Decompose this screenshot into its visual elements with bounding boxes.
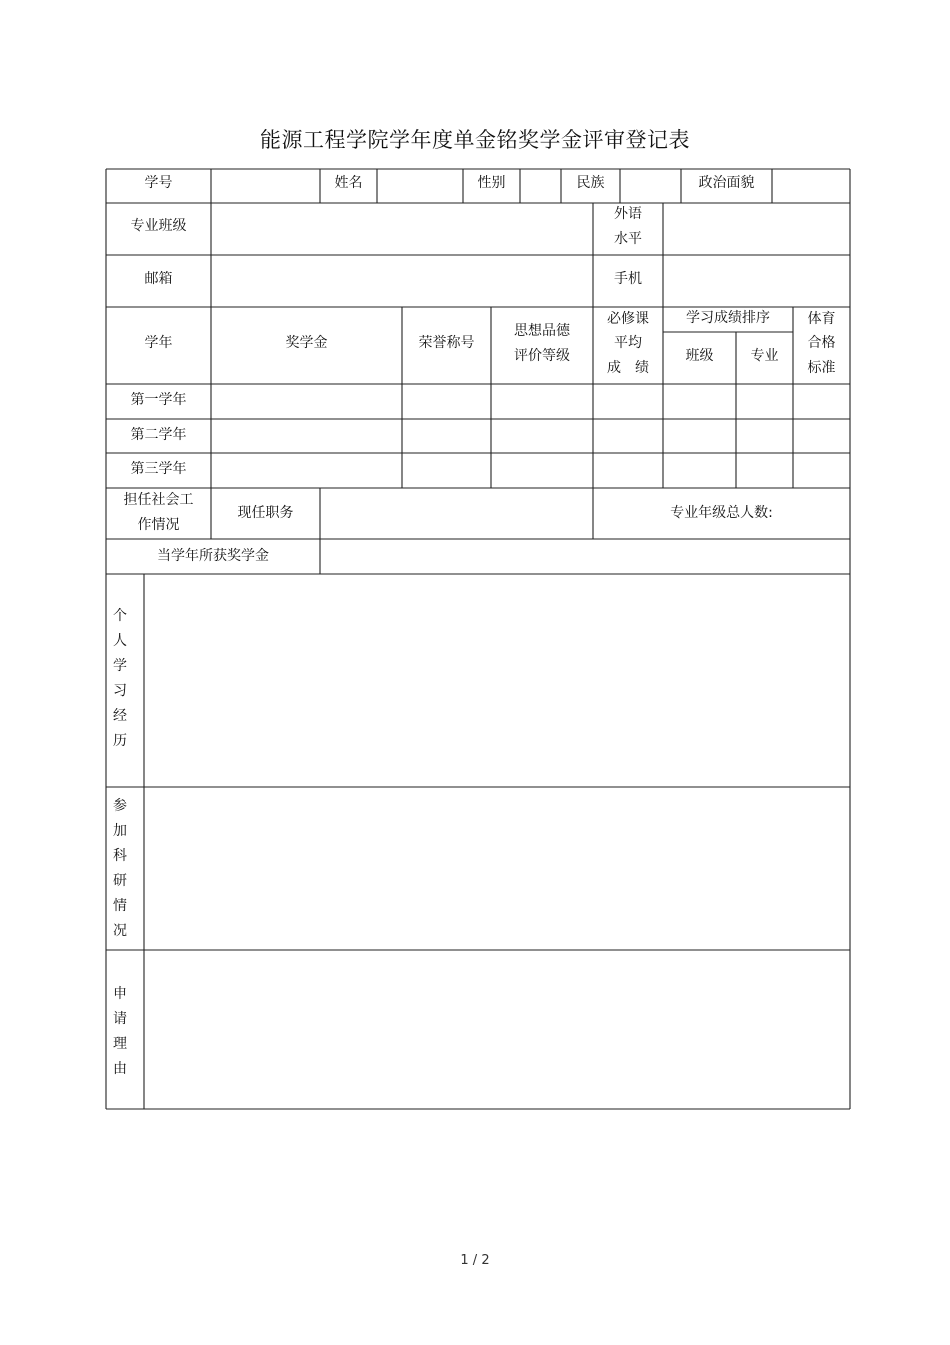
year-row-label: 第二学年 [130, 427, 187, 443]
form-title: 能源工程学院学年度单金铭奖学金评审登记表 [260, 128, 690, 152]
current-position-field[interactable] [320, 490, 593, 537]
year-header: 学年 [144, 335, 173, 351]
major-total-count-label: 专业年级总人数: [670, 505, 773, 521]
student-id-label: 学号 [144, 175, 173, 191]
social-work-label-line1: 担任社会工 [123, 492, 194, 508]
study-experience-label: 个 人 学 习 经 历 [113, 608, 127, 749]
pe-standard-header-line2: 合格 [807, 335, 836, 351]
ethnicity-field[interactable] [620, 171, 681, 201]
political-status-label: 政治面貌 [698, 175, 755, 191]
required-course-header-line2: 平均 [614, 335, 642, 351]
email-label: 邮箱 [144, 271, 173, 287]
honor-title-header: 荣誉称号 [418, 335, 475, 351]
phone-label: 手机 [614, 271, 642, 287]
student-id-field[interactable] [211, 171, 320, 201]
application-reason-field[interactable] [145, 951, 849, 1108]
moral-evaluation-header-line2: 评价等级 [514, 348, 570, 364]
name-field[interactable] [377, 171, 463, 201]
pe-standard-header-line1: 体育 [807, 311, 836, 327]
current-scholarship-field[interactable] [320, 541, 850, 572]
class-rank-header: 班级 [685, 348, 714, 364]
application-reason-label: 申 请 理 由 [113, 986, 127, 1077]
required-course-header-line3: 成 绩 [607, 360, 649, 376]
phone-field[interactable] [663, 257, 850, 305]
major-class-field[interactable] [211, 205, 593, 253]
year-row-label: 第三学年 [130, 461, 187, 477]
year-row-label: 第一学年 [130, 392, 187, 408]
gender-label: 性别 [477, 175, 506, 191]
required-course-header-line1: 必修课 [607, 311, 649, 327]
foreign-language-field[interactable] [663, 205, 850, 253]
social-work-label-line2: 作情况 [137, 517, 180, 533]
ranking-header: 学习成绩排序 [686, 310, 770, 326]
research-participation-label: 参 加 科 研 情 况 [113, 798, 127, 939]
name-label: 姓名 [334, 175, 363, 191]
pe-standard-header-line3: 标准 [807, 360, 836, 376]
page-number: 1 / 2 [460, 1253, 490, 1268]
current-position-label: 现任职务 [237, 505, 294, 521]
political-status-field[interactable] [772, 171, 850, 201]
gender-field[interactable] [520, 171, 561, 201]
research-participation-field[interactable] [145, 788, 849, 949]
scholarship-header: 奖学金 [285, 335, 328, 351]
moral-evaluation-header-line1: 思想品德 [514, 323, 570, 339]
foreign-language-label-line1: 外语 [614, 206, 642, 222]
study-experience-field[interactable] [145, 575, 849, 786]
major-rank-header: 专业 [750, 348, 779, 364]
major-class-label: 专业班级 [130, 218, 187, 234]
current-scholarship-label: 当学年所获奖学金 [157, 548, 269, 564]
email-field[interactable] [211, 257, 593, 305]
foreign-language-label-line2: 水平 [614, 231, 642, 247]
ethnicity-label: 民族 [576, 175, 605, 191]
